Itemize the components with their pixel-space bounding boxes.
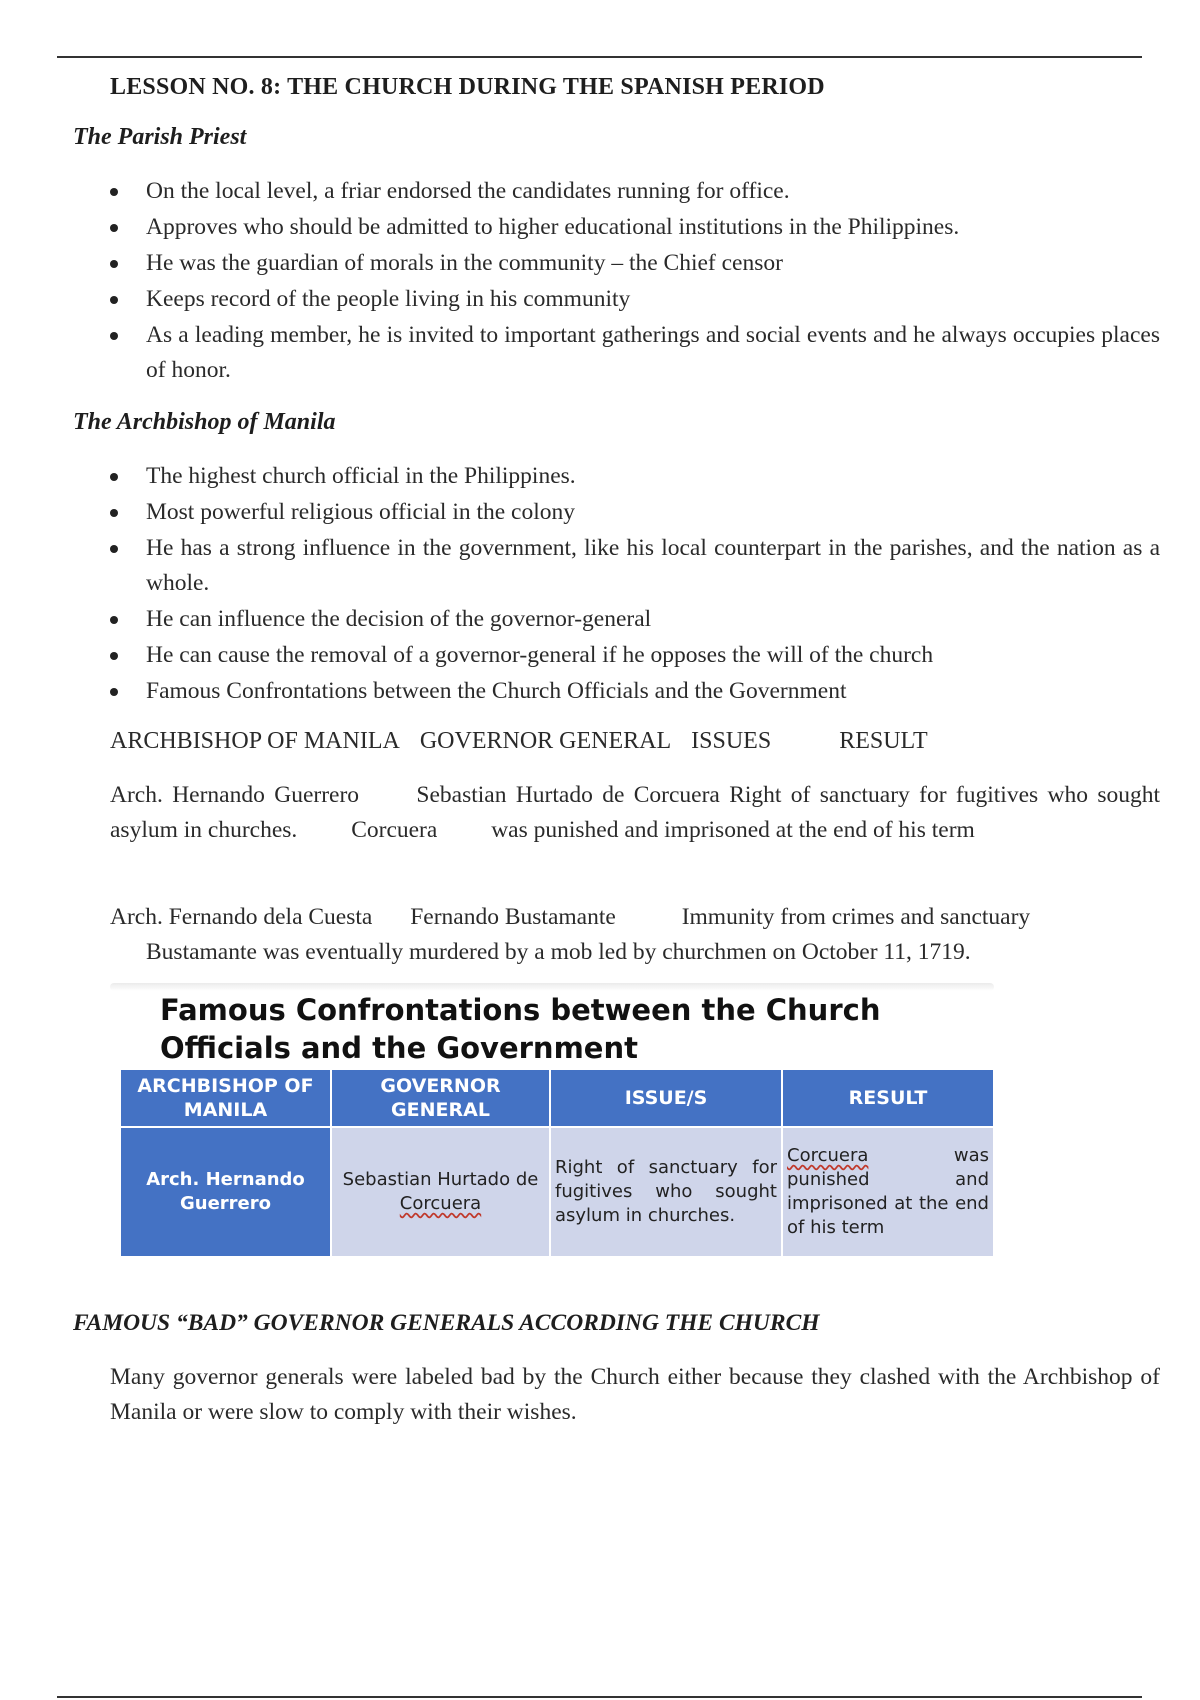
table-row xyxy=(120,1127,994,1257)
bullet-icon xyxy=(110,473,118,481)
cell-result-text: was punished and imprisoned at the end of his term xyxy=(787,1145,989,1238)
bad-governors-paragraph: Many governor generals were labeled bad by the Church either because they clashed with the Archbishop of Manila or were slow to comply with their wishes. xyxy=(110,1364,1160,1425)
col-header-result: RESULT xyxy=(782,1069,994,1127)
list-item: He has a strong influence in the government, like his local counterpart in the parishes, and the nation as a whole. xyxy=(110,531,1160,601)
list-item: He can cause the removal of a governor-general if he opposes the will of the church xyxy=(110,638,1160,673)
header-issues: ISSUES xyxy=(691,728,772,754)
row1-issue: Right of sanctuary for fugitives who sought asylum in churches. xyxy=(110,782,1161,843)
archbishop-list xyxy=(110,459,1160,710)
cell-governor-line1: Sebastian Hurtado de xyxy=(342,1169,539,1190)
parish-priest-list xyxy=(110,174,1160,389)
bullet-icon xyxy=(110,652,118,660)
top-rule xyxy=(57,56,1142,58)
bullet-icon xyxy=(110,224,118,232)
row2-result: Bustamante was eventually murdered by a mob led by churchmen on October 11, 1719. xyxy=(146,939,971,965)
list-item: Famous Confrontations between the Church Officials and the Government xyxy=(110,674,1160,709)
bottom-rule xyxy=(57,1696,1142,1698)
row1-governor: Sebastian Hurtado de Corcuera xyxy=(416,782,720,808)
list-item: He was the guardian of morals in the community – the Chief censor xyxy=(110,246,1160,281)
cell-result-name: Corcuera xyxy=(787,1145,869,1166)
bad-governors-heading: FAMOUS “BAD” GOVERNOR GENERALS ACCORDING THE CHURCH xyxy=(73,1310,820,1336)
col-header-archbishop: ARCHBISHOP OF MANILA xyxy=(120,1069,331,1127)
cell-result xyxy=(782,1127,994,1257)
row1-result: was punished and imprisoned at the end of his term xyxy=(491,817,975,843)
slide-shadow xyxy=(110,983,994,991)
cell-governor-line2: Corcuera xyxy=(399,1193,482,1214)
header-archbishop: ARCHBISHOP OF MANILA xyxy=(110,728,400,754)
list-item: As a leading member, he is invited to important gatherings and social events and he always occupies places of honor. xyxy=(110,318,1160,388)
cell-archbishop: Arch. Hernando Guerrero xyxy=(120,1127,331,1257)
row2-issue: Immunity from crimes and sanctuary xyxy=(681,904,1031,930)
bullet-icon xyxy=(110,545,118,553)
list-item: On the local level, a friar endorsed the candidates running for office. xyxy=(110,174,1160,209)
bullet-icon xyxy=(110,616,118,624)
list-item: Most powerful religious official in the colony xyxy=(110,495,1160,530)
lesson-title: LESSON NO. 8: THE CHURCH DURING THE SPANISH PERIOD xyxy=(110,74,825,100)
table-header-row xyxy=(120,1069,994,1127)
row1-result-name: Corcuera xyxy=(351,817,438,843)
bullet-icon xyxy=(110,296,118,304)
archbishop-heading: The Archbishop of Manila xyxy=(73,409,336,435)
text-table-row-2 xyxy=(110,900,1160,970)
bullet-icon xyxy=(110,188,118,196)
col-header-issues: ISSUE/S xyxy=(550,1069,782,1127)
slide-title: Famous Confrontations between the Church Officials and the Government xyxy=(160,993,881,1065)
list-item: Keeps record of the people living in his community xyxy=(110,282,1160,317)
confrontations-table xyxy=(119,1068,995,1258)
row2-archbishop: Arch. Fernando dela Cuesta xyxy=(110,904,373,930)
bullet-icon xyxy=(110,688,118,696)
col-header-governor: GOVERNOR GENERAL xyxy=(331,1069,550,1127)
header-governor: GOVERNOR GENERAL xyxy=(419,728,672,754)
row2-governor: Fernando Bustamante xyxy=(410,904,616,930)
bullet-icon xyxy=(110,332,118,340)
cell-issue: Right of sanctuary for fugitives who sought asylum in churches. xyxy=(550,1127,782,1257)
text-table-header xyxy=(110,728,942,755)
list-item: He can influence the decision of the governor-general xyxy=(110,602,1160,637)
parish-priest-heading: The Parish Priest xyxy=(73,124,247,150)
bullet-icon xyxy=(110,260,118,268)
header-result: RESULT xyxy=(839,728,928,754)
row1-archbishop: Arch. Hernando Guerrero xyxy=(110,782,360,808)
cell-governor xyxy=(331,1127,550,1257)
text-table-row-1 xyxy=(110,778,1160,848)
confrontations-slide-image xyxy=(110,983,994,1245)
bullet-icon xyxy=(110,509,118,517)
list-item: The highest church official in the Philippines. xyxy=(110,459,1160,494)
list-item: Approves who should be admitted to higher educational institutions in the Philippines. xyxy=(110,210,1160,245)
